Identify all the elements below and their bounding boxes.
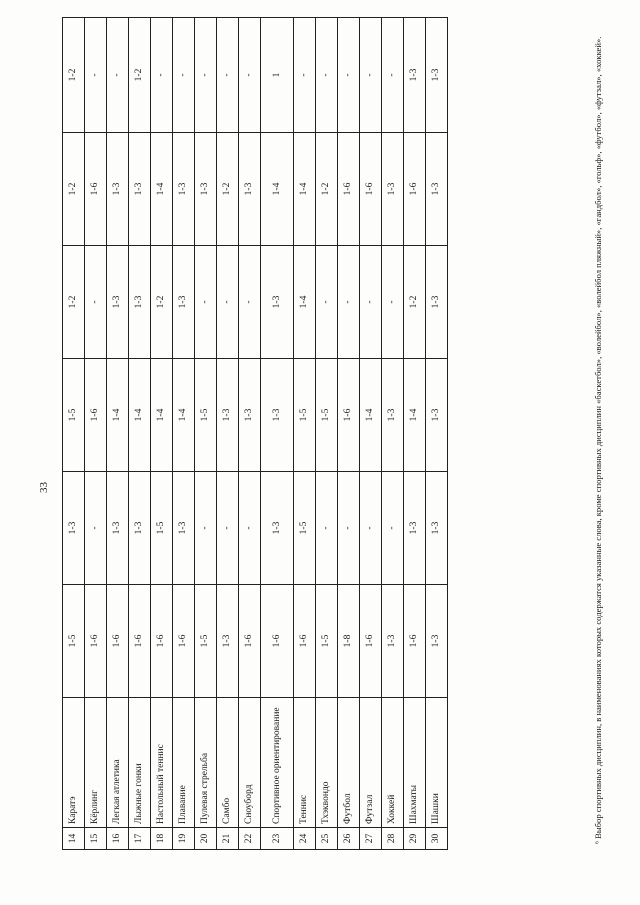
- table-row: [85, 18, 107, 850]
- sport-name: Футзал: [360, 698, 382, 828]
- value-cell: 1-5: [63, 585, 85, 698]
- table-row: [294, 18, 316, 850]
- value-cell: 1-3: [404, 472, 426, 585]
- row-number: 25: [316, 828, 338, 850]
- value-cell: 1-6: [360, 585, 382, 698]
- row-number: 17: [129, 828, 151, 850]
- sport-name: Настольный теннис: [151, 698, 173, 828]
- value-cell: 1-3: [261, 246, 294, 359]
- sport-name: Спортивное ориентирование: [261, 698, 294, 828]
- value-cell: 1-3: [217, 359, 239, 472]
- sport-name: Тхэквондо: [316, 698, 338, 828]
- value-cell: 1-5: [63, 359, 85, 472]
- value-cell: -: [195, 472, 217, 585]
- row-number: 16: [107, 828, 129, 850]
- value-cell: 1-2: [404, 246, 426, 359]
- value-cell: -: [107, 18, 129, 133]
- value-cell: -: [217, 18, 239, 133]
- value-cell: -: [316, 246, 338, 359]
- sport-name: Каратэ: [63, 698, 85, 828]
- row-number: 19: [173, 828, 195, 850]
- row-number: 21: [217, 828, 239, 850]
- value-cell: 1-4: [129, 359, 151, 472]
- sport-name: Пулевая стрельба: [195, 698, 217, 828]
- row-number: 26: [338, 828, 360, 850]
- value-cell: -: [217, 472, 239, 585]
- row-number: 14: [63, 828, 85, 850]
- sport-name: Футбол: [338, 698, 360, 828]
- value-cell: 1-6: [85, 133, 107, 246]
- value-cell: 1-3: [404, 18, 426, 133]
- value-cell: 1-6: [107, 585, 129, 698]
- value-cell: 1-3: [107, 246, 129, 359]
- sport-name: Легкая атлетика: [107, 698, 129, 828]
- sport-name: Плавание: [173, 698, 195, 828]
- table-row: [316, 18, 338, 850]
- footnote: ⁶ Выбор спортивных дисциплин, в наименованиях которых содержатся указанные слова, кроме спортивных дисциплин «баскетбол», «волейбол», «волейбол пляжный», «гандбол», «гольф», «футбол», «футзал», «хоккей».: [593, 36, 603, 844]
- value-cell: -: [382, 472, 404, 585]
- sport-name: Кёрлинг: [85, 698, 107, 828]
- value-cell: 1-2: [151, 246, 173, 359]
- row-number: 29: [404, 828, 426, 850]
- sports-table: [62, 17, 448, 850]
- table-row: [217, 18, 239, 850]
- value-cell: -: [85, 246, 107, 359]
- value-cell: 1-3: [261, 359, 294, 472]
- value-cell: 1-3: [173, 133, 195, 246]
- value-cell: 1-3: [426, 359, 448, 472]
- table-row: [239, 18, 261, 850]
- value-cell: 1-6: [338, 133, 360, 246]
- value-cell: 1-6: [261, 585, 294, 698]
- sport-name: Хоккей: [382, 698, 404, 828]
- value-cell: 1-5: [294, 359, 316, 472]
- value-cell: -: [360, 472, 382, 585]
- table-row: [360, 18, 382, 850]
- sport-name: Сноуборд: [239, 698, 261, 828]
- row-number: 18: [151, 828, 173, 850]
- value-cell: 1-4: [151, 359, 173, 472]
- value-cell: -: [239, 18, 261, 133]
- value-cell: 1-2: [63, 133, 85, 246]
- value-cell: 1-6: [404, 133, 426, 246]
- value-cell: 1-6: [151, 585, 173, 698]
- table-row: [261, 18, 294, 850]
- value-cell: 1-3: [426, 133, 448, 246]
- sport-name: Теннис: [294, 698, 316, 828]
- row-number: 27: [360, 828, 382, 850]
- value-cell: -: [173, 18, 195, 133]
- table-row: [404, 18, 426, 850]
- row-number: 28: [382, 828, 404, 850]
- value-cell: -: [338, 472, 360, 585]
- value-cell: -: [85, 18, 107, 133]
- row-number: 20: [195, 828, 217, 850]
- value-cell: 1-6: [294, 585, 316, 698]
- value-cell: 1-4: [294, 133, 316, 246]
- value-cell: 1-6: [173, 585, 195, 698]
- value-cell: 1-4: [173, 359, 195, 472]
- sport-name: Самбо: [217, 698, 239, 828]
- value-cell: 1-2: [63, 246, 85, 359]
- table-row: [338, 18, 360, 850]
- value-cell: 1-6: [129, 585, 151, 698]
- value-cell: 1-3: [107, 472, 129, 585]
- value-cell: 1-3: [217, 585, 239, 698]
- value-cell: 1-5: [316, 585, 338, 698]
- value-cell: 1-6: [404, 585, 426, 698]
- value-cell: 1-6: [239, 585, 261, 698]
- table-row: [129, 18, 151, 850]
- value-cell: 1-3: [239, 359, 261, 472]
- value-cell: 1-3: [63, 472, 85, 585]
- value-cell: -: [382, 246, 404, 359]
- table-row: [426, 18, 448, 850]
- table-row: [63, 18, 85, 850]
- value-cell: 1-6: [85, 585, 107, 698]
- value-cell: 1-2: [217, 133, 239, 246]
- value-cell: 1-3: [382, 585, 404, 698]
- page-number: 33: [38, 482, 50, 493]
- value-cell: 1-4: [404, 359, 426, 472]
- value-cell: 1-3: [239, 133, 261, 246]
- value-cell: 1-3: [382, 133, 404, 246]
- value-cell: -: [316, 18, 338, 133]
- value-cell: 1-3: [426, 585, 448, 698]
- value-cell: 1-3: [426, 472, 448, 585]
- value-cell: 1-3: [173, 472, 195, 585]
- value-cell: 1-4: [294, 246, 316, 359]
- table-row: [151, 18, 173, 850]
- value-cell: 1-4: [261, 133, 294, 246]
- row-number: 24: [294, 828, 316, 850]
- value-cell: -: [151, 18, 173, 133]
- value-cell: 1-6: [360, 133, 382, 246]
- value-cell: 1-6: [338, 359, 360, 472]
- row-number: 30: [426, 828, 448, 850]
- value-cell: -: [217, 246, 239, 359]
- value-cell: -: [338, 18, 360, 133]
- value-cell: 1-2: [316, 133, 338, 246]
- value-cell: 1-3: [382, 359, 404, 472]
- row-number: 22: [239, 828, 261, 850]
- row-number: 15: [85, 828, 107, 850]
- value-cell: 1-2: [129, 18, 151, 133]
- value-cell: 1-3: [129, 472, 151, 585]
- sport-name: Шахматы: [404, 698, 426, 828]
- value-cell: -: [85, 472, 107, 585]
- value-cell: 1-2: [63, 18, 85, 133]
- value-cell: -: [294, 18, 316, 133]
- value-cell: 1-5: [195, 585, 217, 698]
- value-cell: 1-6: [85, 359, 107, 472]
- value-cell: -: [316, 472, 338, 585]
- value-cell: 1: [261, 18, 294, 133]
- value-cell: 1-3: [261, 472, 294, 585]
- value-cell: -: [360, 246, 382, 359]
- value-cell: -: [360, 18, 382, 133]
- rotated-content: [0, 18, 640, 888]
- value-cell: 1-5: [195, 359, 217, 472]
- value-cell: 1-3: [426, 18, 448, 133]
- value-cell: 1-3: [129, 246, 151, 359]
- value-cell: 1-3: [195, 133, 217, 246]
- value-cell: 1-5: [151, 472, 173, 585]
- value-cell: -: [239, 472, 261, 585]
- value-cell: 1-3: [129, 133, 151, 246]
- sport-name: Лыжные гонки: [129, 698, 151, 828]
- value-cell: 1-4: [360, 359, 382, 472]
- value-cell: -: [382, 18, 404, 133]
- value-cell: -: [338, 246, 360, 359]
- table-row: [382, 18, 404, 850]
- sport-name: Шашки: [426, 698, 448, 828]
- table-row: [173, 18, 195, 850]
- value-cell: 1-3: [107, 133, 129, 246]
- value-cell: -: [239, 246, 261, 359]
- value-cell: 1-8: [338, 585, 360, 698]
- value-cell: -: [195, 18, 217, 133]
- table-row: [107, 18, 129, 850]
- value-cell: 1-3: [173, 246, 195, 359]
- value-cell: 1-4: [151, 133, 173, 246]
- row-number: 23: [261, 828, 294, 850]
- value-cell: -: [195, 246, 217, 359]
- value-cell: 1-4: [107, 359, 129, 472]
- table-row: [195, 18, 217, 850]
- value-cell: 1-5: [316, 359, 338, 472]
- value-cell: 1-5: [294, 472, 316, 585]
- value-cell: 1-3: [426, 246, 448, 359]
